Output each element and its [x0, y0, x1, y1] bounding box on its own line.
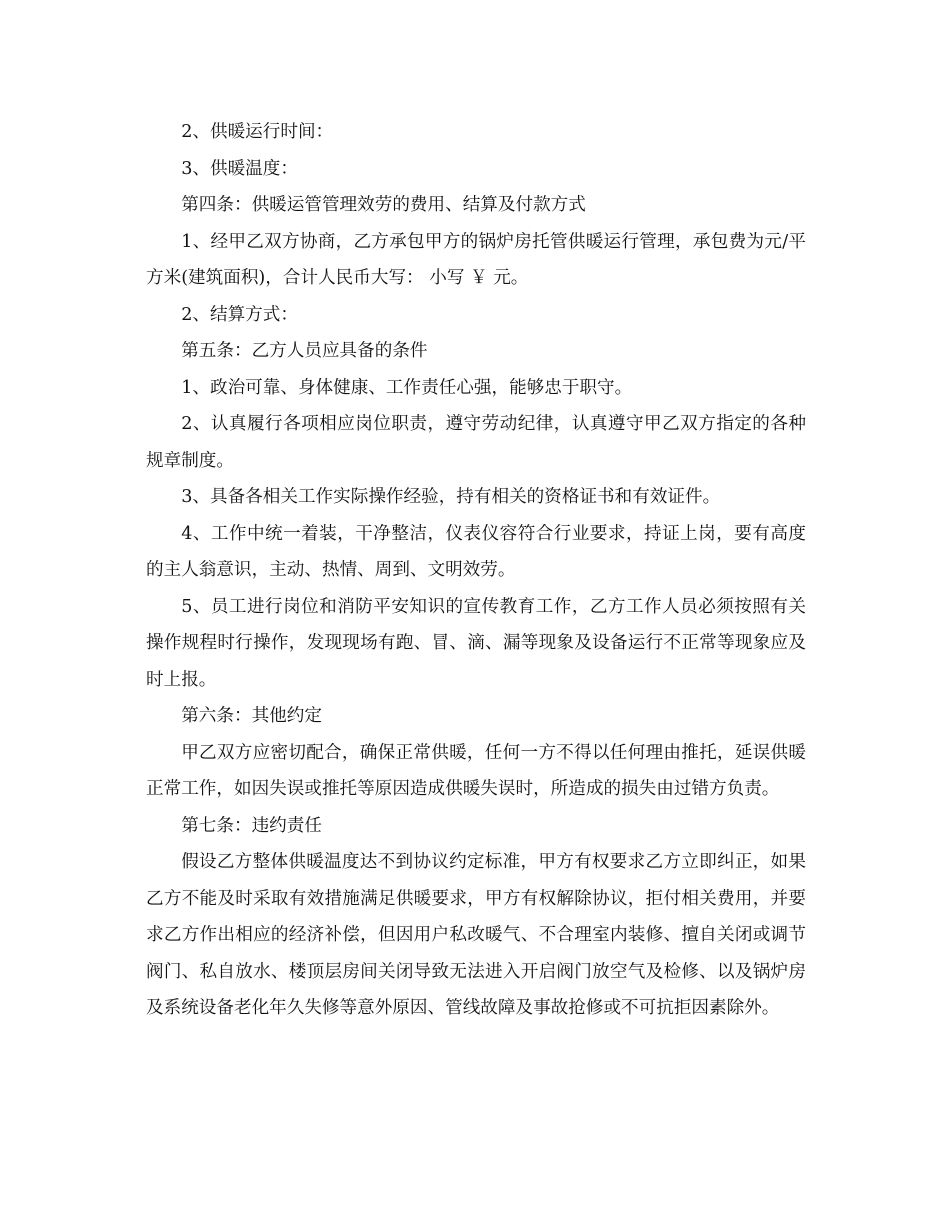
paragraph-heating-temperature: 3、供暖温度： — [181, 158, 298, 179]
paragraph-staff-requirement-1: 1、政治可靠、身体健康、工作责任心强，能够忠于职守。 — [181, 377, 633, 398]
paragraph-staff-requirement-2: 2、认真履行各项相应岗位职责，遵守劳动纪律，认真遵守甲乙双方指定的各种规章制度。 — [146, 414, 806, 471]
paragraph-heating-time: 2、供暖运行时间： — [181, 122, 334, 142]
document-body — [146, 114, 806, 1027]
paragraph-settlement-method: 2、结算方式： — [181, 304, 298, 325]
article-5-heading: 第五条：乙方人员应具备的条件 — [181, 341, 428, 361]
paragraph-contract-fee: 1、经甲乙双方协商，乙方承包甲方的锅炉房托管供暖运行管理，承包费为元/平方米(建筑面积)，合计人民币大写： 小写 ￥ 元。 — [146, 231, 806, 288]
article-4-heading: 第四条：供暖运管管理效劳的费用、结算及付款方式 — [181, 195, 586, 215]
paragraph-other-agreements: 甲乙双方应密切配合，确保正常供暖，任何一方不得以任何理由推托，延误供暖正常工作，如因失误或推托等原因造成供暖失误时，所造成的损失由过错方负责。 — [146, 742, 806, 799]
paragraph-staff-requirement-3: 3、具备各相关工作实际操作经验，持有相关的资格证书和有效证件。 — [181, 487, 721, 507]
article-6-heading: 第六条：其他约定 — [181, 706, 322, 726]
paragraph-staff-requirement-4: 4、工作中统一着装，干净整洁，仪表仪容符合行业要求，持证上岗，要有高度的主人翁意识，主动、热情、周到、文明效劳。 — [146, 523, 806, 580]
article-7-heading: 第七条：违约责任 — [181, 815, 322, 836]
paragraph-breach-liability: 假设乙方整体供暖温度达不到协议约定标准，甲方有权要求乙方立即纠正，如果乙方不能及时采取有效措施满足供暖要求，甲方有权解除协议，拒付相关费用，并要求乙方作出相应的经济补偿，但因用户私改暖气、不合理室内装修、擅自关闭或调节阀门、私自放水、楼顶层房间关闭导致无法进入开启阀门放空气及检修、以及锅炉房及系统设备老化年久失修等意外原因、管线故障及事故抢修或不可抗拒因素除外。 — [146, 852, 806, 1018]
paragraph-staff-requirement-5: 5、员工进行岗位和消防平安知识的宣传教育工作，乙方工作人员必须按照有关操作规程时行操作，发现现场有跑、冒、滴、漏等现象及设备运行不正常等现象应及时上报。 — [146, 596, 806, 690]
